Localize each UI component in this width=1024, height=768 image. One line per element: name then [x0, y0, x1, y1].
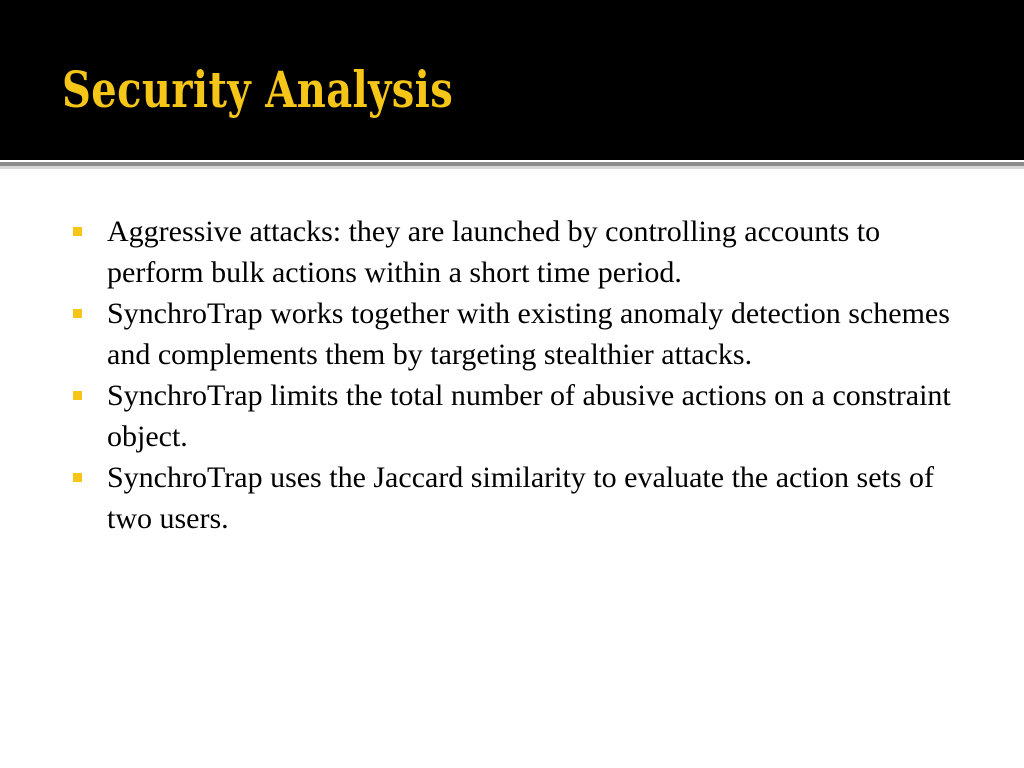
square-bullet-icon: [73, 473, 82, 482]
bullet-text: SynchroTrap limits the total number of abusive actions on a constraint object.: [107, 379, 951, 453]
title-bar: [0, 0, 1024, 160]
bullet-item: [73, 375, 973, 457]
bullet-item: [73, 293, 973, 375]
bullet-text: SynchroTrap uses the Jaccard similarity to evaluate the action sets of two users.: [107, 461, 935, 535]
title-divider-shadow: [0, 166, 1024, 169]
bullet-text: SynchroTrap works together with existing anomaly detection schemes and complements them by targeting stealthier attacks.: [107, 297, 950, 371]
slide-title: Security Analysis: [62, 60, 454, 119]
bullet-text: Aggressive attacks: they are launched by controlling accounts to perform bulk actions within a short time period.: [107, 215, 881, 289]
bullet-item: [73, 211, 973, 293]
bullet-item: [73, 457, 973, 539]
square-bullet-icon: [73, 391, 82, 400]
square-bullet-icon: [73, 227, 82, 236]
bullet-list: [73, 211, 973, 539]
square-bullet-icon: [73, 309, 82, 318]
